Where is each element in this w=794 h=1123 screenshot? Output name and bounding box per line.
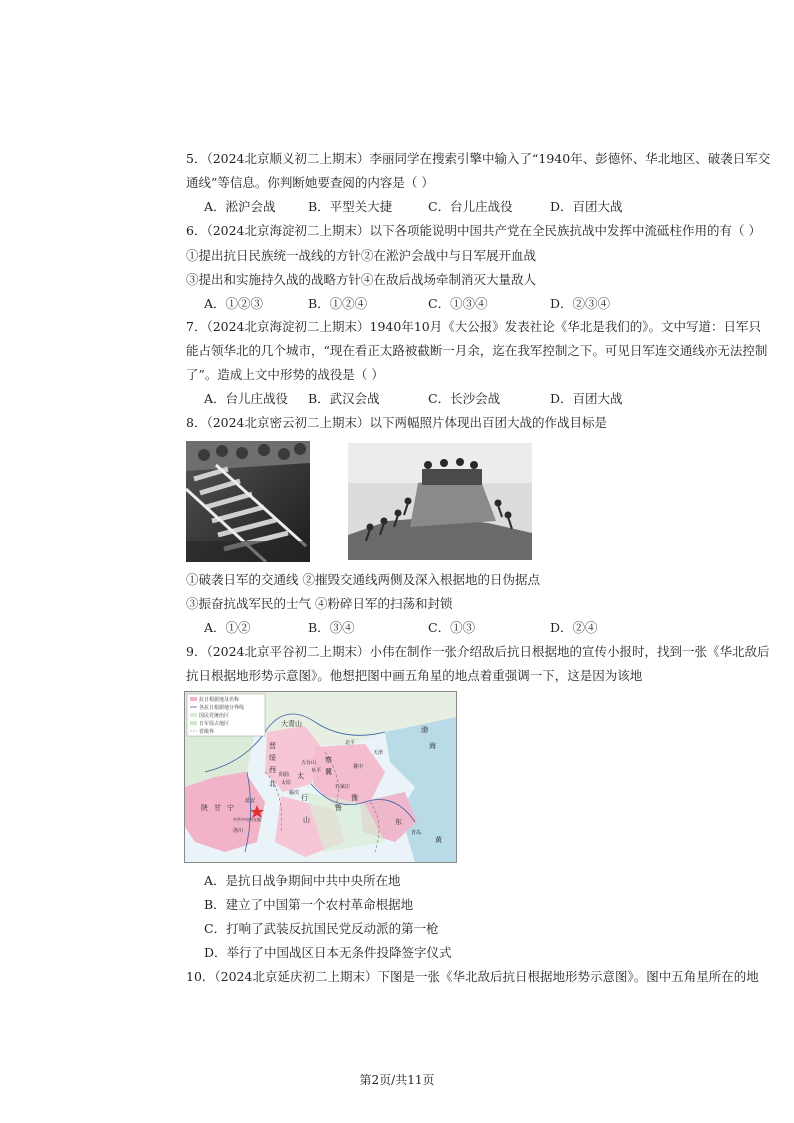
q8-option-b: B．③④	[308, 620, 355, 635]
map-label-taiyuan: 太原	[281, 780, 292, 786]
blockhouse-attack-photo	[348, 443, 532, 560]
map-label-tianjin: 天津	[373, 750, 384, 756]
map-label-luochuan: 洛川	[233, 828, 244, 834]
map-label-daqingshan: 大青山	[281, 720, 302, 728]
q6-option-b: B．①②④	[308, 296, 368, 311]
q8-option-a: A．①②	[204, 620, 251, 635]
q5-option-c: C．台儿庄战役	[428, 199, 513, 214]
map-legend-kmt-area: 国民党统治区	[199, 713, 230, 719]
q5-line2: 通线”等信息。你判断她要查阅的内容是（ ）	[186, 175, 434, 190]
map-label-fuping: 阜平	[311, 768, 322, 774]
q8-line1: 8．（2024北京密云初二上期末）以下两幅照片体现出百团大战的作战目标是	[186, 415, 608, 430]
q9-line1: 9．（2024北京平谷初二上期末）小伟在制作一张介绍敌后抗日根据地的宣传小报时，找到一张《华北敌后	[186, 644, 770, 659]
q8-line2: ①破袭日军的交通线 ②摧毁交通线两侧及深入根据地的日伪据点	[186, 572, 540, 587]
q7-option-c: C．长沙会战	[428, 391, 501, 406]
map-label-shaan: 陕	[201, 804, 208, 812]
map-label-jizhong: 冀中	[353, 764, 364, 770]
map-label-bei: 北	[269, 780, 276, 788]
q8-option-d: D．②④	[550, 620, 598, 635]
map-label-xi: 西	[269, 766, 276, 774]
map-label-lu: 鲁	[335, 804, 342, 812]
q9-option-a: A．是抗日战争期间中共中央所在地	[204, 873, 401, 888]
map-legend-japanese-area: 日军侵占地区	[199, 721, 230, 727]
q10-line1: 10．（2024北京延庆初二上期末）下图是一张《华北敌后抗日根据地形势示意图》。图中五角星所在的地	[186, 969, 759, 984]
map-label-bo: 渤	[421, 726, 428, 734]
q6-option-a: A．①②③	[204, 296, 264, 311]
map-label-hai-1: 海	[429, 742, 436, 750]
q6-option-c: C．①③④	[428, 296, 488, 311]
map-label-ji-1: 冀	[325, 768, 332, 776]
q7-line3: 了”。造成上文中形势的战役是（ ）	[186, 367, 384, 382]
q7-option-a: A．台儿庄战役	[204, 391, 289, 406]
q6-option-d: D．②③④	[550, 296, 611, 311]
map-legend-base-boundary: 各抗日根据地分界线	[199, 705, 245, 711]
map-label-beiping: 北平	[345, 740, 356, 746]
q5-option-d: D．百团大战	[550, 199, 623, 214]
q7-line1: 7．（2024北京海淀初二上期末）1940年10月《大公报》发表社论《华北是我们的》。文中写道：日军只	[186, 319, 761, 334]
q6-line2: ①提出抗日民族统一战线的方针②在淞沪会战中与日军展开血战	[186, 248, 537, 263]
map-label-sui: 绥	[269, 754, 276, 762]
north-china-base-areas-map	[184, 691, 457, 863]
railway-destruction-photo	[186, 441, 310, 562]
map-label-huang: 黄	[435, 836, 442, 844]
map-label-shan-1: 山	[303, 816, 310, 824]
q9-option-d: D．举行了中国战区日本无条件投降签字仪式	[204, 945, 452, 960]
q8-option-c: C．①③	[428, 620, 476, 635]
q7-option-b: B．武汉会战	[308, 391, 380, 406]
map-label-dong: 东	[395, 818, 402, 826]
q6-line1: 6．（2024北京海淀初二上期末）以下各项能说明中国共产党在全民族抗战中发挥中流砥柱作用的有（ ）	[186, 223, 761, 238]
map-legend-province-border: 省级界	[199, 729, 215, 735]
q5-line1: 5．（2024北京顺义初二上期末）李丽同学在搜索引擎中输入了“1940年、彭德怀、华北地区、破袭日军交	[186, 151, 771, 166]
map-label-yangqu: 阳曲	[279, 772, 290, 778]
map-label-ning: 宁	[227, 804, 234, 812]
q9-option-b: B．建立了中国第一个农村革命根据地	[204, 897, 414, 912]
q7-line2: 能占领华北的几个城市，“现在看正太路被截断一月余，迄在我军控制之下。可见日军连交通线亦无法控制	[186, 343, 768, 358]
map-label-hang: 行	[301, 794, 308, 802]
map-label-qingdao: 青岛	[411, 830, 422, 836]
map-label-cha: 察	[325, 756, 332, 764]
map-label-yuci: 榆次	[289, 790, 300, 796]
q9-line2: 抗日根据地形势示意图》。他想把图中画五角星的地点着重强调一下，这是因为该地	[186, 668, 643, 683]
map-label-wutaishan: 五台山	[301, 760, 317, 766]
map-label-jin-1: 晋	[269, 742, 276, 750]
q8-line3: ③振奋抗战军民的士气 ④粉碎日军的扫荡和封锁	[186, 596, 453, 611]
map-label-yanan: 延安	[245, 798, 256, 804]
q5-option-b: B．平型关大捷	[308, 199, 393, 214]
q6-line3: ③提出和实施持久战的战略方针④在敌后战场牵制消灭大量敌人	[186, 272, 537, 287]
map-label-yu: 豫	[351, 794, 358, 802]
q5-option-a: A．淞沪会战	[204, 199, 276, 214]
q7-option-d: D．百团大战	[550, 391, 623, 406]
map-label-ccp-hq: 中共中央所在地	[233, 817, 261, 822]
map-legend-base-areas: 抗日根据地及名称	[199, 697, 240, 703]
map-label-gan: 甘	[214, 804, 221, 812]
map-label-shijiazhuang: 石家庄	[335, 784, 351, 790]
q9-option-c: C．打响了武装反抗国民党反动派的第一枪	[204, 921, 439, 936]
page-footer: 第2页/共11页	[359, 1073, 435, 1087]
map-label-tai: 太	[297, 772, 304, 780]
